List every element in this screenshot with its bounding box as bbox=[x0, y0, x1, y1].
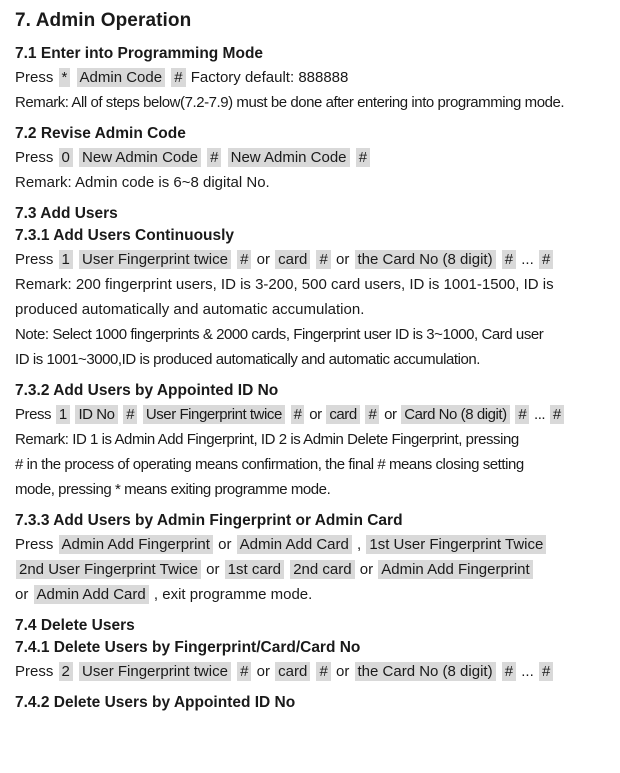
key-box: 2 bbox=[59, 662, 73, 681]
key-box: # bbox=[123, 405, 137, 424]
key-box: 0 bbox=[59, 148, 73, 167]
key-box: 1 bbox=[59, 250, 73, 269]
section-heading: 7.1 Enter into Programming Mode bbox=[15, 45, 264, 62]
key-box: New Admin Code bbox=[79, 148, 201, 167]
key-box: card bbox=[326, 405, 359, 424]
instruction-line bbox=[15, 247, 610, 272]
instruction-line bbox=[15, 582, 610, 607]
section-7-2 bbox=[15, 123, 610, 195]
section-heading: 7.2 Revise Admin Code bbox=[15, 125, 186, 142]
key-box: 1st User Fingerprint Twice bbox=[366, 535, 546, 554]
key-box: # bbox=[316, 662, 330, 681]
key-box: Admin Add Card bbox=[34, 585, 149, 604]
note-text: ID is 1001~3000,ID is produced automatically and automatic accumulation. bbox=[15, 351, 480, 368]
key-box: Admin Code bbox=[77, 68, 166, 87]
ellipsis-text: ... bbox=[521, 251, 534, 268]
remark-text: mode, pressing * means exiting programme mode. bbox=[15, 481, 331, 498]
or-text: or bbox=[256, 251, 270, 268]
press-label: Press bbox=[15, 406, 52, 423]
press-label: Press bbox=[15, 536, 54, 553]
section-7-3 bbox=[15, 203, 610, 372]
press-label: Press bbox=[15, 69, 54, 86]
ellipsis-text: ... bbox=[521, 663, 534, 680]
subsection-heading: 7.3.3 Add Users by Admin Fingerprint or Admin Card bbox=[15, 512, 403, 529]
factory-default: Factory default: 888888 bbox=[190, 69, 349, 86]
subsection-heading: 7.3.2 Add Users by Appointed ID No bbox=[15, 382, 279, 399]
key-box: # bbox=[207, 148, 221, 167]
section-7-1 bbox=[15, 43, 610, 115]
key-box: card bbox=[275, 250, 310, 269]
key-box: # bbox=[515, 405, 529, 424]
key-box: Admin Add Fingerprint bbox=[378, 560, 532, 579]
or-text: or bbox=[309, 406, 322, 423]
remark-text: produced automatically and automatic accumulation. bbox=[15, 301, 365, 318]
section-heading: 7.4 Delete Users bbox=[15, 617, 135, 634]
key-box: User Fingerprint twice bbox=[143, 405, 285, 424]
ellipsis-text: ... bbox=[533, 406, 546, 423]
or-text: or bbox=[359, 561, 374, 578]
remark-text: Remark: All of steps below(7.2-7.9) must be done after entering into programming mode. bbox=[15, 94, 565, 111]
or-text: or bbox=[384, 406, 397, 423]
key-box: * bbox=[59, 68, 71, 87]
or-text: or bbox=[336, 251, 350, 268]
subsection-heading: 7.3.1 Add Users Continuously bbox=[15, 227, 235, 244]
subsection-heading: 7.4.1 Delete Users by Fingerprint/Card/Card No bbox=[15, 639, 361, 656]
subsection-heading: 7.4.2 Delete Users by Appointed ID No bbox=[15, 694, 296, 711]
instruction-line bbox=[15, 532, 610, 557]
key-box: # bbox=[365, 405, 379, 424]
key-box: # bbox=[237, 662, 251, 681]
section-title: 7. Admin Operation bbox=[15, 10, 192, 31]
key-box: # bbox=[356, 148, 370, 167]
instruction-line bbox=[15, 659, 610, 684]
remark-text: Remark: 200 fingerprint users, ID is 3-200, 500 card users, ID is 1001-1500, ID is bbox=[15, 276, 554, 293]
section-7-3-2 bbox=[15, 380, 610, 502]
or-text: or bbox=[206, 561, 220, 578]
press-label: Press bbox=[15, 663, 54, 680]
note-text: Note: Select 1000 fingerprints & 2000 cards, Fingerprint user ID is 3~1000, Card user bbox=[15, 326, 544, 343]
remark-text: # in the process of operating means confirmation, the final # means closing setting bbox=[15, 456, 524, 473]
section-7-4 bbox=[15, 615, 610, 684]
key-box: 2nd User Fingerprint Twice bbox=[16, 560, 201, 579]
instruction-line bbox=[15, 557, 610, 582]
tail-text: , exit programme mode. bbox=[153, 586, 313, 603]
key-box: ID No bbox=[75, 405, 117, 424]
press-label: Press bbox=[15, 251, 54, 268]
key-box: Admin Add Card bbox=[237, 535, 352, 554]
key-box: # bbox=[171, 68, 185, 87]
comma-text: , bbox=[357, 536, 362, 553]
key-box: # bbox=[539, 250, 553, 269]
or-text: or bbox=[218, 536, 232, 553]
remark-text: Remark: Admin code is 6~8 digital No. bbox=[15, 174, 270, 191]
key-box: # bbox=[237, 250, 251, 269]
key-box: Card No (8 digit) bbox=[401, 405, 509, 424]
key-box: # bbox=[291, 405, 305, 424]
key-box: Admin Add Fingerprint bbox=[59, 535, 213, 554]
or-text: or bbox=[336, 663, 350, 680]
key-box: # bbox=[316, 250, 330, 269]
instruction-line bbox=[15, 65, 610, 90]
key-box: New Admin Code bbox=[228, 148, 350, 167]
key-box: 2nd card bbox=[290, 560, 354, 579]
section-heading: 7.3 Add Users bbox=[15, 205, 118, 222]
key-box: # bbox=[539, 662, 553, 681]
key-box: 1st card bbox=[225, 560, 284, 579]
key-box: User Fingerprint twice bbox=[79, 662, 231, 681]
key-box: # bbox=[502, 662, 516, 681]
or-text: or bbox=[15, 586, 29, 603]
instruction-line bbox=[15, 145, 610, 170]
remark-text: Remark: ID 1 is Admin Add Fingerprint, ID 2 is Admin Delete Fingerprint, pressing bbox=[15, 431, 519, 448]
or-text: or bbox=[256, 663, 270, 680]
key-box: the Card No (8 digit) bbox=[355, 250, 496, 269]
instruction-line bbox=[15, 402, 610, 427]
key-box: 1 bbox=[56, 405, 70, 424]
section-7-3-3 bbox=[15, 510, 610, 607]
key-box: # bbox=[550, 405, 564, 424]
press-label: Press bbox=[15, 149, 54, 166]
key-box: the Card No (8 digit) bbox=[355, 662, 496, 681]
key-box: card bbox=[275, 662, 310, 681]
key-box: # bbox=[502, 250, 516, 269]
key-box: User Fingerprint twice bbox=[79, 250, 231, 269]
